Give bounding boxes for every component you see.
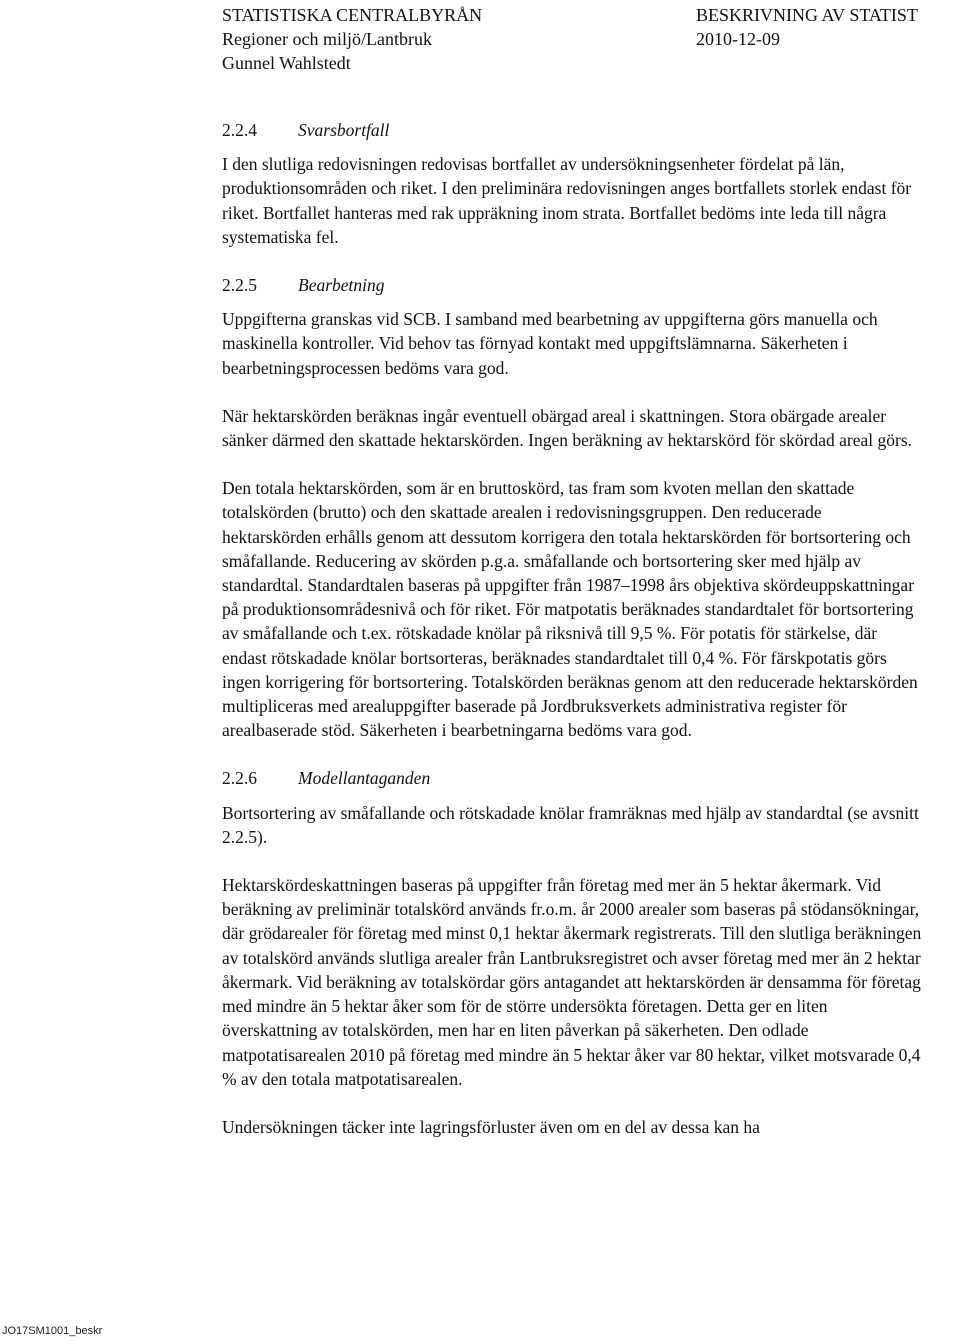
organization-name: STATISTISKA CENTRALBYRÅN xyxy=(222,5,483,25)
section-number: 2.2.4 xyxy=(222,120,257,140)
header-row-3 xyxy=(222,51,960,75)
paragraph: Hektarskördeskattningen baseras på uppgifter från företag med mer än 5 hektar åkermark. Vid beräkning av preliminär totalskörd används fr.o.m. år 2000 arealer som baseras på stödansökningar, där grödarealer för företag med minst 0,1 hektar åkermark registrerats. Till den slutliga beräkningen av totalskörd används slutliga arealer från Lantbruksregistret och avser företag med mer än 2 hektar åkermark. Vid beräkning av totalskördar görs antagandet att hektarskörden är densamma för företag med mindre än 5 hektar åker som för de större undersökta företagen. Detta ger en liten överskattning av totalskörden, men har en liten påverkan på säkerheten. Den odlade matpotatisarealen 2010 på företag med mindre än 5 hektar åker var 80 hektar, vilket motsvarade 0,4 % av den totala matpotatisarealen. xyxy=(222,875,922,1089)
section-title: Svarsbortfall xyxy=(298,120,390,140)
section-number: 2.2.5 xyxy=(222,275,257,296)
paragraph: När hektarskörden beräknas ingår eventuell obärgad areal i skattningen. Stora obärgade arealer sänker därmed den skattade hektarskörden. Ingen beräkning av hektarskörd för skördad areal görs. xyxy=(222,405,913,451)
section-heading-modellantaganden xyxy=(222,766,922,790)
header-row-1 xyxy=(222,3,960,27)
paragraph: Bortsortering av småfallande och rötskadade knölar framräknas med hjälp av standardtal (se avsnitt 2.2.5). xyxy=(222,802,919,847)
footer-document-code: JO17SM1001_beskr xyxy=(2,1325,103,1337)
document-date: 2010-12-09 xyxy=(696,29,780,49)
header-row-2 xyxy=(222,27,960,51)
document-body xyxy=(222,118,922,1139)
department-name: Regioner och miljö/Lantbruk xyxy=(222,29,432,49)
section-heading-bearbetning xyxy=(222,273,922,297)
section-title: Bearbetning xyxy=(298,275,385,296)
page-header xyxy=(222,0,960,75)
paragraph: I den slutliga redovisningen redovisas bortfallet av undersökningsenheter fördelat på län, produktionsområden och riket. I den preliminära redovisningen anges bortfallets storlek endast för riket. Bortfallet hanteras med rak uppräkning inom strata. Bortfallet bedöms inte leda till några systematiska fel. xyxy=(222,154,912,247)
section-number: 2.2.6 xyxy=(222,768,257,789)
author-name: Gunnel Wahlstedt xyxy=(222,53,351,73)
paragraph: Uppgifterna granskas vid SCB. I samband med bearbetning av uppgifterna görs manuella och maskinella kontroller. Vid behov tas förnyad kontakt med uppgiftslämnarna. Säkerheten i bearbetningsprocessen bedöms vara god. xyxy=(222,309,878,378)
paragraph: Den totala hektarskörden, som är en bruttoskörd, tas fram som kvoten mellan den skattade totalskörden (brutto) och den skattade arealen i redovisningsgruppen. Den reducerade hektarskörden erhålls genom att dessutom korrigera den totala hektarskörden för bortsortering och småfallande. Reducering av skörden p.g.a. småfallande och bortsortering sker med hjälp av standardtal. Standardtalen baseras på uppgifter från 1987–1998 års objektiva skördeuppskattningar på produktionsområdesnivå och för riket. För matpotatis beräknades standardtalet för bortsortering av småfallande och t.ex. rötskadade knölar på riksnivå till 9,5 %. För potatis för stärkelse, där endast rötskadade knölar bortsorteras, beräknades standardtalet till 0,4 %. För färskpotatis görs ingen korrigering för bortsortering. Totalskörden beräknas genom att den reducerade hektarskörden multipliceras med arealuppgifter baserade på Jordbruksverkets administrativa register för arealbaserade stöd. Säkerheten i bearbetningarna bedöms vara god. xyxy=(222,478,918,741)
section-heading-svarsbortfall xyxy=(222,118,922,142)
section-title: Modellantaganden xyxy=(298,768,431,789)
document-type: BESKRIVNING AV STATIST xyxy=(696,5,918,25)
paragraph: Undersökningen täcker inte lagringsförluster även om en del av dessa kan ha xyxy=(222,1116,760,1137)
